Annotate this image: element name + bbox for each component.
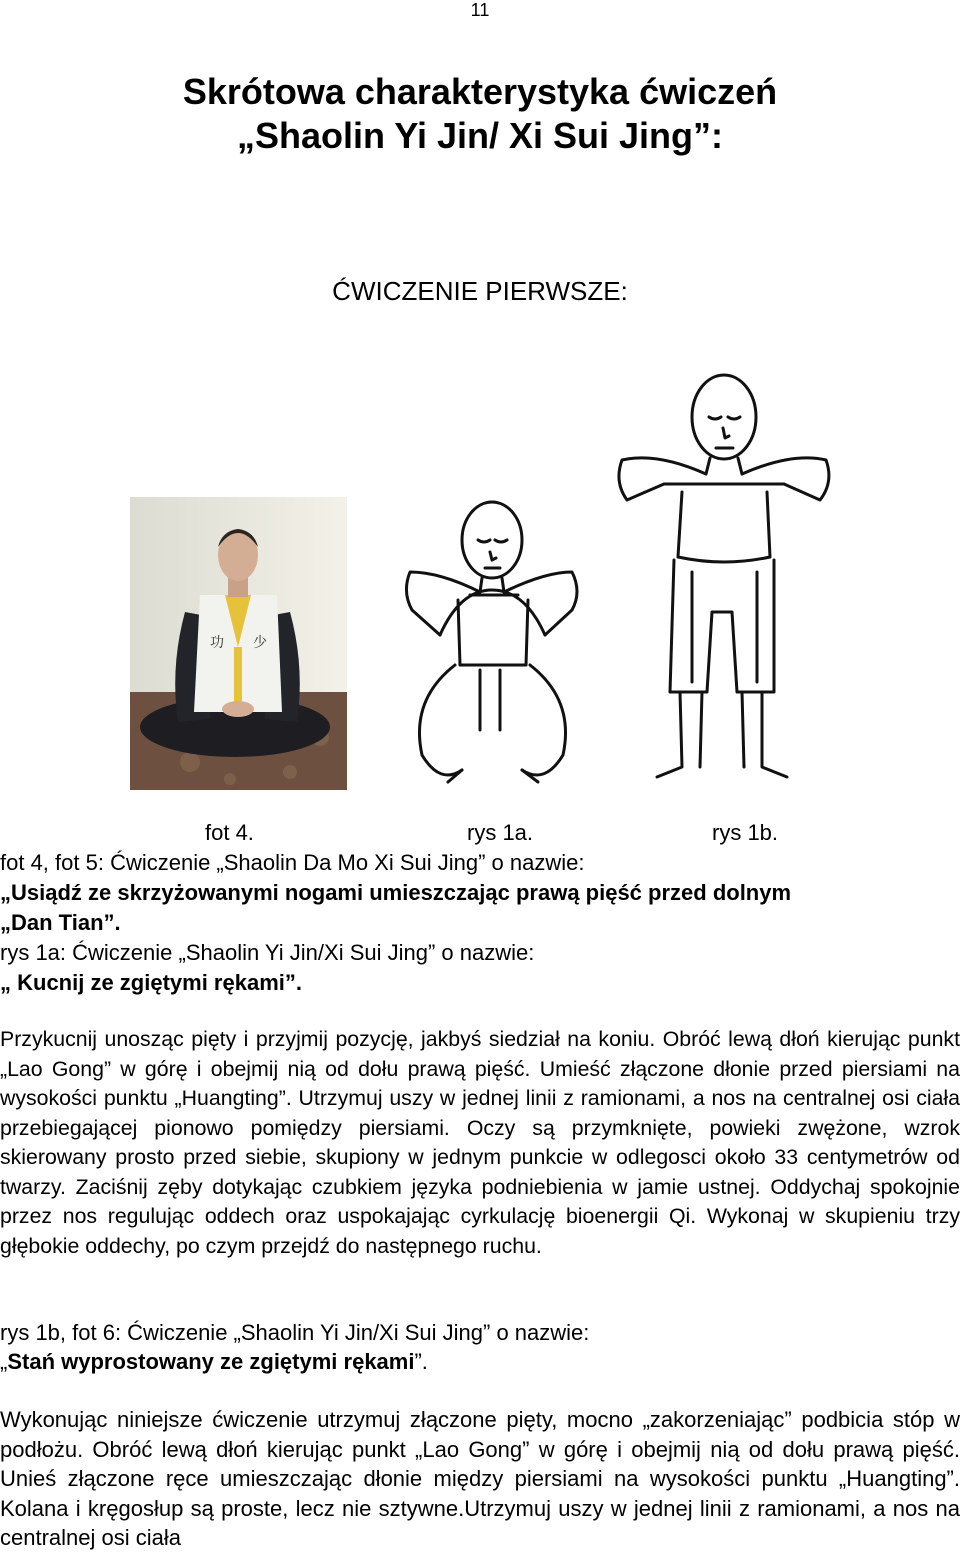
page-title-line2: „Shaolin Yi Jin/ Xi Sui Jing”: <box>236 115 724 156</box>
intro-line-5: „ Kucnij ze zgiętymi rękami”. <box>0 970 302 995</box>
quote-open: „ <box>0 1349 8 1374</box>
exercise2-name-line <box>0 1349 428 1375</box>
intro-line-1: fot 4, fot 5: Ćwiczenie „Shaolin Da Mo Xi Sui Jing” o nazwie: <box>0 850 585 875</box>
photo-seated-meditation <box>130 497 347 790</box>
svg-text:少: 少 <box>253 635 267 651</box>
page-title-line1: Skrótowa charakterystyka ćwiczeń <box>182 71 778 112</box>
exercise2-name: Stań wyprostowany ze zgiętymi rękami <box>7 1349 415 1374</box>
paragraph-squat-description: Przykucnij unosząc pięty i przyjmij pozycję, jakbyś siedział na koniu. Obróć lewą dłoń kierując punkt „Lao Gong” w górę i obejmij nią od dołu prawą pięść. Umieść złączone dłonie przed piersiami na wysokości punktu „Huangting”. Utrzymuj uszy w jednej linii z ramionami, a nos na centralnej osi ciała przebiegającej pionowo pomiędzy piersiami. Oczy są przymknięte, powieki zwężone, wzrok skierowany prosto przed siebie, skupiony w jednym punkcie w odlegosci około 33 centymetrów od twarzy. Zaciśnij zęby dotykając czubkiem języka podniebienia w jamie ustnej. Oddychaj spokojnie przez nos regulując oddech oraz uspokajając cyrkulację bioenergii Qi. Wykonaj w skupieniu trzy głębokie oddechy, po czym przejdź do następnego ruchu. <box>0 1027 960 1258</box>
drawing-standing-figure <box>612 372 837 790</box>
intro-line-4: rys 1a: Ćwiczenie „Shaolin Yi Jin/Xi Sui Jing” o nazwie: <box>0 940 535 965</box>
quote-close: ”. <box>414 1349 428 1374</box>
page-number: 11 <box>470 0 490 20</box>
section-heading: ĆWICZENIE PIERWSZE: <box>332 276 628 306</box>
drawing-squatting-figure <box>400 500 585 790</box>
caption-rys1b: rys 1b. <box>712 820 779 845</box>
caption-fot4: fot 4. <box>205 820 254 845</box>
paragraph-standing-description: Wykonując niniejsze ćwiczenie utrzymuj złączone pięty, mocno „zakorzeniając” podbicia stóp w podłożu. Obróć lewą dłoń kierując punkt „Lao Gong” w górę i obejmij nią od dołu prawą pięść. Unieś złączone ręce umieszczając dłonie między piersiami na wysokości punktu „Huangting”. Kolana i kręgosłup są proste, lecz nie sztywne.Utrzymuj uszy w jednej linii z ramionami, a nos na centralnej osi ciała <box>0 1407 960 1550</box>
exercise2-line-1: rys 1b, fot 6: Ćwiczenie „Shaolin Yi Jin/Xi Sui Jing” o nazwie: <box>0 1320 590 1345</box>
intro-line-3: „Dan Tian”. <box>0 910 121 935</box>
intro-line-2: „Usiądź ze skrzyżowanymi nogami umieszczając prawą pięść przed dolnym <box>0 880 792 905</box>
svg-text:功: 功 <box>210 635 224 651</box>
caption-rys1a: rys 1a. <box>467 820 534 845</box>
